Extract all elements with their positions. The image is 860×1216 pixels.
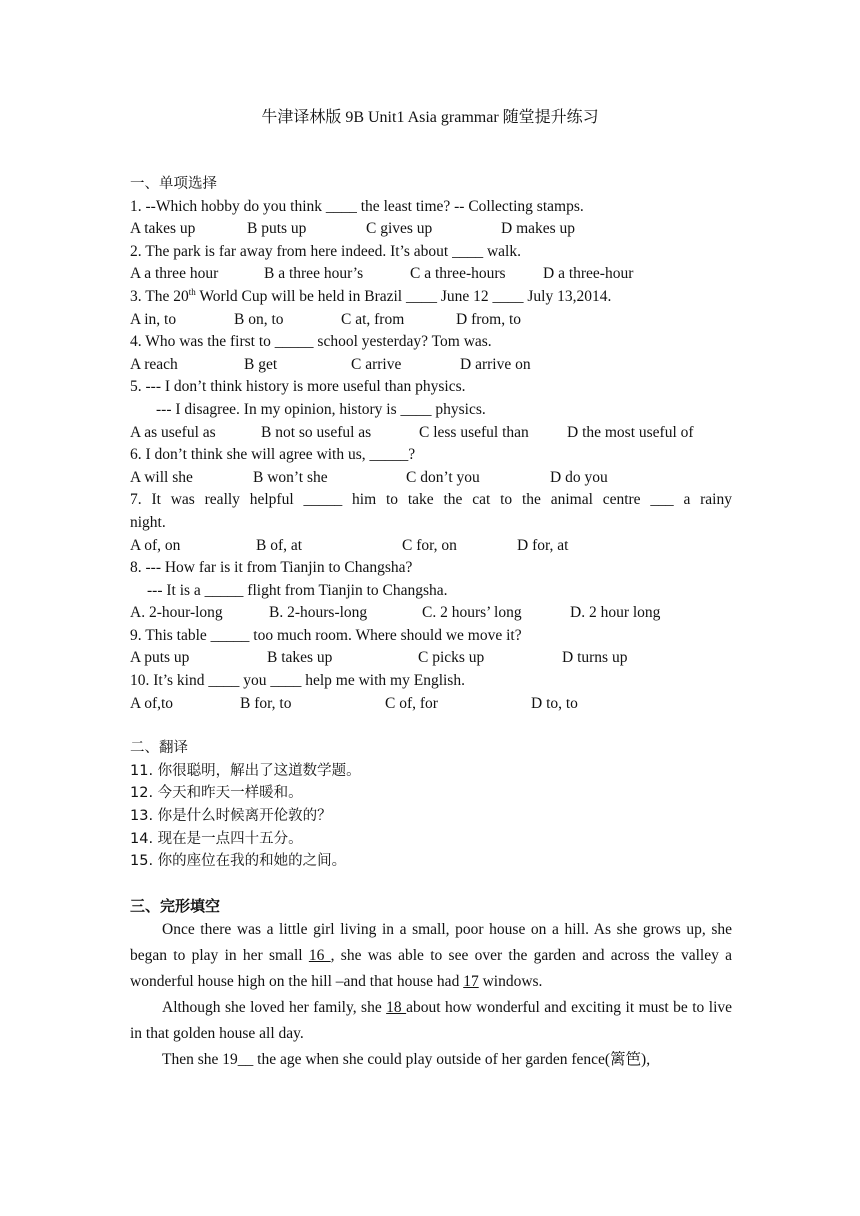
option-b: B won’t she	[253, 468, 328, 486]
question-3-text-end: World Cup will be held in Brazil ____ June 12 ____ July 13,2014.	[195, 287, 612, 305]
option-a: A takes up	[130, 220, 196, 238]
option-b: B for, to	[240, 694, 292, 712]
question-9-options	[130, 647, 732, 670]
cloze-passage	[130, 917, 732, 1073]
question-8-options	[130, 602, 732, 625]
option-d: D do you	[550, 468, 608, 486]
question-7-options	[130, 535, 732, 558]
question-10: 10. It’s kind ____ you ____ help me with my English.	[130, 672, 465, 690]
option-b: B not so useful as	[261, 423, 372, 441]
option-a: A reach	[130, 355, 178, 373]
option-d: D. 2 hour long	[570, 604, 661, 622]
option-c: C for, on	[402, 536, 457, 554]
option-a: A of,to	[130, 694, 174, 712]
paragraph-text: Although she loved her family, she	[162, 999, 387, 1017]
translation-item: 14. 现在是一点四十五分。	[130, 830, 303, 847]
cloze-paragraph-2	[130, 995, 732, 1047]
question-4: 4. Who was the first to _____ school yesterday? Tom was.	[130, 333, 492, 351]
option-c: C don’t you	[406, 468, 480, 486]
translation-item: 12. 今天和昨天一样暖和。	[130, 785, 303, 802]
option-c: C of, for	[385, 694, 438, 712]
question-7-line-1: 7. It was really helpful _____ him to take the cat to the animal centre ___ a rainy	[130, 491, 732, 509]
option-c: C at, from	[341, 310, 405, 328]
option-c: C less useful than	[419, 423, 529, 441]
paragraph-text: , she was able to see over the garden and across the valley a wonderful house high on the hill –and that house had	[130, 947, 733, 991]
blank-17: 17	[463, 973, 479, 991]
option-d: D for, at	[517, 536, 569, 554]
option-d: D arrive on	[460, 355, 531, 373]
paragraph-text: Once there was a little girl living in a small, poor house on a hill. As she grows up, she began to play in her small	[130, 921, 732, 965]
option-b: B a three hour’s	[264, 265, 364, 283]
option-b: B takes up	[267, 649, 333, 667]
option-a: A as useful as	[130, 423, 216, 441]
blank-18: 18	[386, 999, 407, 1017]
question-6: 6. I don’t think she will agree with us, _____?	[130, 446, 416, 464]
question-8-line-2: --- It is a _____ flight from Tianjin to Changsha.	[147, 581, 448, 599]
translation-item: 15. 你的座位在我的和她的之间。	[130, 853, 347, 870]
question-1: 1. --Which hobby do you think ____ the least time? -- Collecting stamps.	[130, 197, 584, 215]
option-a: A will she	[130, 468, 193, 486]
option-a: A in, to	[130, 310, 177, 328]
option-b: B puts up	[247, 220, 307, 238]
option-a: A. 2-hour-long	[130, 604, 223, 622]
option-c: C gives up	[366, 220, 433, 238]
blank-16: 16	[308, 947, 331, 965]
question-9: 9. This table _____ too much room. Where should we move it?	[130, 626, 522, 644]
option-b: B get	[244, 355, 278, 373]
option-c: C picks up	[418, 649, 485, 667]
worksheet-content	[130, 173, 732, 1073]
option-a: A of, on	[130, 536, 181, 554]
paragraph-text: about how wonderful and exciting it must be to live in that golden house all day.	[130, 999, 733, 1043]
option-d: D to, to	[531, 694, 578, 712]
option-b: B on, to	[234, 310, 284, 328]
option-d: D makes up	[501, 220, 576, 238]
question-5-line-1: 5. --- I don’t think history is more useful than physics.	[130, 378, 466, 396]
section-heading-translation: 二、翻译	[130, 740, 188, 757]
paragraph-text: Then she 19	[162, 1051, 238, 1069]
question-2: 2. The park is far away from here indeed. It’s about ____ walk.	[130, 242, 521, 260]
question-10-options	[130, 693, 732, 716]
option-d: D from, to	[456, 310, 522, 328]
question-2-options	[130, 263, 732, 286]
question-7-line-2: night.	[130, 513, 166, 531]
cloze-paragraph-3	[130, 1047, 732, 1073]
section-heading-choice: 一、单项选择	[130, 176, 217, 192]
translation-item: 13. 你是什么时候离开伦敦的？	[130, 808, 332, 825]
spacer	[130, 873, 732, 895]
question-8-line-1: 8. --- How far is it from Tianjin to Changsha?	[130, 559, 413, 577]
option-c: C a three-hours	[410, 265, 506, 283]
option-d: D turns up	[562, 649, 628, 667]
question-3-text-start: 3. The 20	[130, 287, 189, 305]
question-3-options	[130, 309, 732, 332]
option-d: D the most useful of	[567, 423, 694, 441]
paragraph-text: the age when she could play outside of her garden fence(篱笆),	[253, 1051, 651, 1069]
question-3-superscript: th	[188, 286, 196, 297]
question-4-options	[130, 354, 732, 377]
spacer	[130, 715, 732, 737]
section-heading-cloze: 三、完形填空	[130, 896, 221, 915]
page-title: 牛津译林版 9B Unit1 Asia grammar 随堂提升练习	[261, 109, 599, 126]
option-b: B of, at	[256, 536, 303, 554]
option-d: D a three-hour	[543, 265, 634, 283]
option-c: C. 2 hours’ long	[422, 604, 522, 622]
question-1-options	[130, 218, 732, 241]
option-b: B. 2-hours-long	[269, 604, 368, 622]
blank-19: __	[237, 1051, 254, 1069]
option-a: A puts up	[130, 649, 190, 667]
cloze-paragraph-1	[130, 917, 732, 995]
question-6-options	[130, 467, 732, 490]
question-5-options	[130, 422, 732, 445]
paragraph-text: windows.	[478, 973, 543, 991]
translation-item: 11. 你很聪明，解出了这道数学题。	[130, 762, 361, 779]
option-c: C arrive	[351, 355, 402, 373]
question-5-line-2: --- I disagree. In my opinion, history is ____ physics.	[156, 400, 486, 418]
option-a: A a three hour	[130, 265, 219, 283]
question-3	[130, 286, 732, 309]
